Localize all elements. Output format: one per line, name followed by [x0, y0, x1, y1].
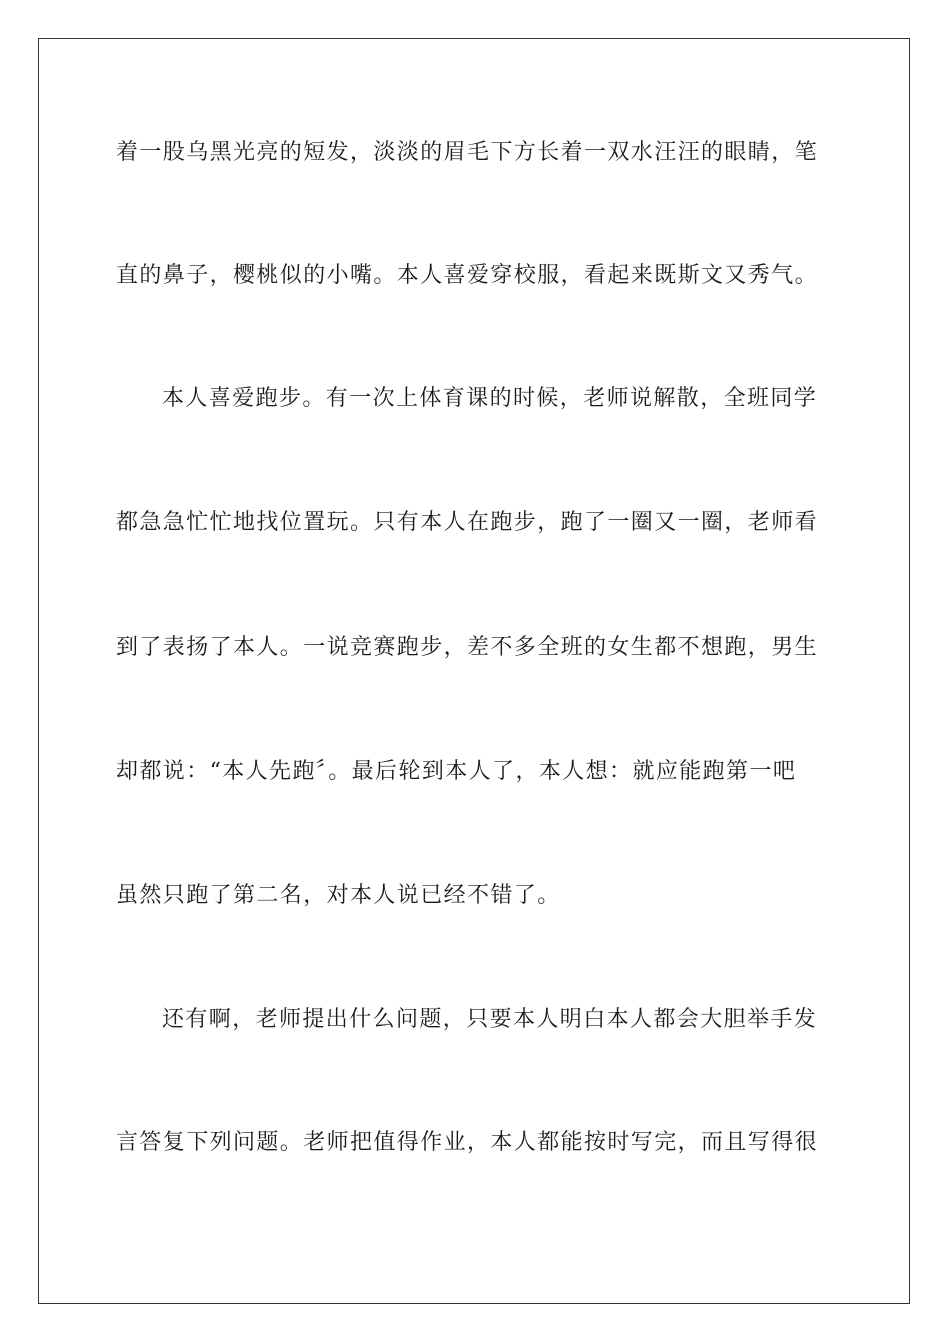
text-line: 直的鼻子，樱桃似的小嘴。本人喜爱穿校服，看起来既斯文又秀气。 — [116, 263, 819, 288]
text-line: 言答复下列问题。老师把值得作业，本人都能按时写完，而且写得很 — [116, 1130, 819, 1155]
text-line: 着一股乌黑光亮的短发，淡淡的眉毛下方长着一双水汪汪的眼睛，笔 — [116, 140, 819, 165]
text-line: 虽然只跑了第二名，对本人说已经不错了。 — [116, 883, 561, 908]
text-line: 到了表扬了本人。一说竞赛跑步，差不多全班的女生都不想跑，男生 — [116, 635, 819, 660]
paragraph-start-line: 还有啊，老师提出什么问题，只要本人明白本人都会大胆举手发 — [162, 1007, 818, 1032]
text-line: 却都说：“本人先跑〞。最后轮到本人了，本人想：就应能跑第一吧 — [116, 759, 797, 784]
page-border — [38, 38, 910, 1304]
paragraph-start-line: 本人喜爱跑步。有一次上体育课的时候，老师说解散，全班同学 — [162, 386, 818, 411]
text-line: 都急急忙忙地找位置玩。只有本人在跑步，跑了一圈又一圈，老师看 — [116, 510, 819, 535]
